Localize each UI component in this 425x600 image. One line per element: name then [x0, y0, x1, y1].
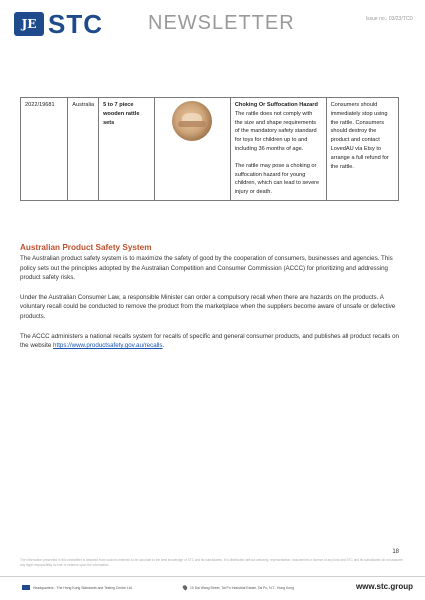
recall-country: Australia	[68, 98, 99, 201]
footer-website[interactable]: www.stc.group	[355, 582, 413, 591]
recall-product: 5 to 7 piece wooden rattle sets	[99, 98, 155, 201]
page-footer	[0, 576, 425, 600]
recall-remedy: Consumers should immediately stop using the rattle. Consumers should destroy the product and contact LovedAU via Etsy to arrange a full refund for the rattle.	[326, 98, 398, 201]
hazard-text-2: The rattle may pose a choking or suffocation hazard for young children, which can lead to severe injury or death.	[234, 162, 320, 196]
footer-company-text: Headquarters - The Hong Kong Standards and Testing Centre Ltd.	[33, 585, 133, 590]
hazard-gap	[235, 154, 322, 162]
footer-address	[183, 585, 294, 590]
paragraph-3-text: The ACCC administers a national recalls system for recalls of specific and general consumer products, and publishes all product recalls on the website	[20, 332, 399, 350]
table-row	[21, 98, 399, 201]
paragraph-3-end: .	[162, 342, 165, 350]
section-paragraph-3	[20, 332, 405, 351]
hazard-text-1: The rattle does not comply with the size and shape requirements of the mandatory safety standard for toys for children up to and including 36 months of age.	[234, 110, 317, 152]
recall-id: 2022/19681	[21, 98, 68, 201]
page-number: 18	[392, 549, 399, 555]
recalls-link[interactable]: https://www.productsafety.gov.au/recalls	[53, 342, 163, 350]
newsletter-title: NEWSLETTER	[148, 12, 295, 34]
section-paragraph-1: The Australian product safety system is to maximize the safety of good by the cooperation of consumers, businesses and agencies. This policy sets out the principles adopted by the Australian Competition and Consumer Commission (ACCC) for prioritizing and addressing product safety risks.	[20, 255, 393, 282]
page-header	[0, 0, 425, 50]
disclaimer: The information presented in this newsletter is obtained from sources believed to be accurate to the best knowledge of STC and its subsidiaries. It is distributed without warranty, representation, inducement or licence of any kind and STC and its subsidiaries do not assume any legal responsibility for use or reliance upon the information.	[20, 558, 403, 567]
wooden-rattle-photo-icon	[172, 101, 212, 141]
recall-table	[20, 97, 399, 201]
footer-company	[22, 585, 133, 590]
location-pin-icon	[182, 584, 188, 590]
stc-logo	[14, 9, 103, 39]
product-safety-section	[20, 243, 405, 361]
section-paragraph-2: Under the Australian Consumer Law, a responsible Minister can order a compulsory recall when there are hazards on the products. A voluntary recall could be conducted to remove the product from the marketplace when the suppliers become aware of unsafe or defective products.	[20, 293, 396, 320]
recall-hazard	[230, 98, 326, 201]
section-title: Australian Product Safety System	[20, 243, 152, 252]
hazard-title: Choking Or Suffocation Hazard	[234, 102, 318, 108]
stc-logo-text: STC	[48, 9, 103, 39]
hkstc-badge-icon	[22, 585, 30, 590]
recall-image-cell	[155, 98, 231, 201]
stc-logo-mark-icon: JE	[14, 12, 44, 36]
footer-address-text: 10 Dai Wang Street, Tai Po Industrial Estate, Tai Po, N.T., Hong Kong	[190, 585, 294, 590]
issue-number: Issue no.: 03/23/TCD	[365, 16, 413, 22]
